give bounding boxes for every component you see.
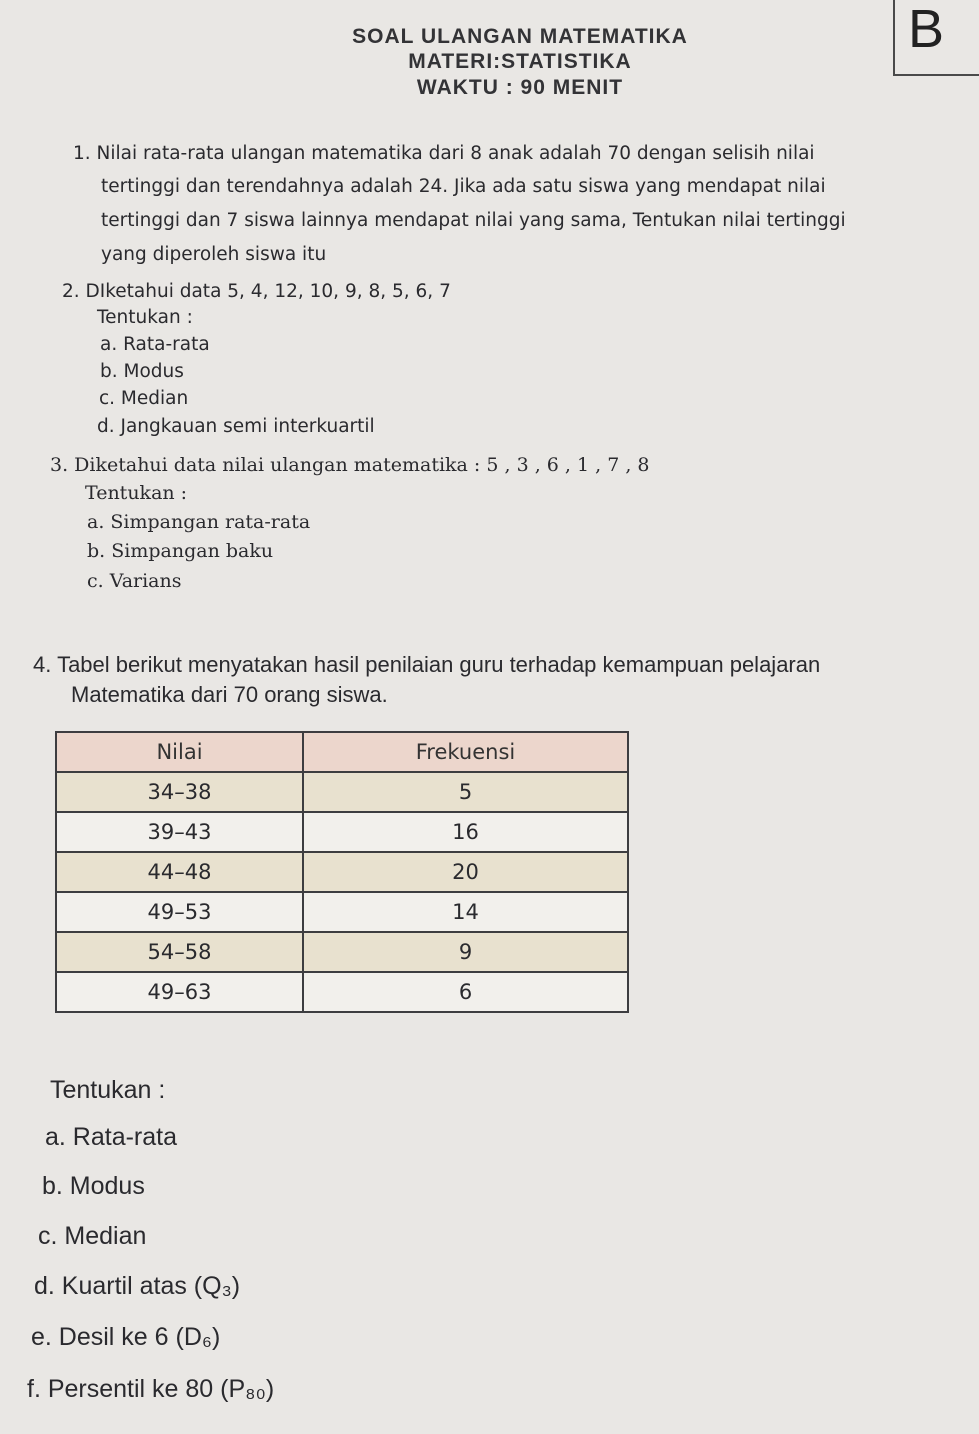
q1-line-3: tertinggi dan 7 siswa lainnya mendapat nilai yang sama, Tentukan nilai tertinggi: [101, 210, 846, 231]
q2-prompt: Tentukan :: [97, 307, 193, 328]
q4-item-a: a. Rata-rata: [45, 1123, 178, 1151]
table-row: [56, 852, 628, 892]
table-row: [56, 812, 628, 852]
version-letter: B: [908, 0, 945, 59]
table-row: [56, 892, 628, 932]
cell-frekuensi: 14: [303, 892, 628, 932]
table-header-row: [56, 732, 628, 772]
cell-frekuensi: 9: [303, 932, 628, 972]
q4-item-b: b. Modus: [42, 1172, 145, 1200]
time-label: WAKTU : 90 MENIT: [416, 76, 624, 99]
q2-stem: 2. DIketahui data 5, 4, 12, 10, 9, 8, 5, 6, 7: [62, 281, 451, 302]
q2-item-d: d. Jangkauan semi interkuartil: [97, 416, 375, 437]
q1-line-2: tertinggi dan terendahnya adalah 24. Jika ada satu siswa yang mendapat nilai: [101, 176, 826, 197]
cell-frekuensi: 16: [303, 812, 628, 852]
q1-line-4: yang diperoleh siswa itu: [101, 244, 327, 265]
q2-item-a: a. Rata-rata: [100, 334, 210, 355]
cell-nilai: 49–63: [56, 972, 303, 1012]
q3-stem: 3. Diketahui data nilai ulangan matematika : 5 , 3 , 6 , 1 , 7 , 8: [50, 454, 650, 476]
q2-item-c: c. Median: [99, 388, 189, 409]
table-row: [56, 772, 628, 812]
table-row: [56, 932, 628, 972]
frequency-table: [55, 731, 629, 1013]
q1-line-1: 1. Nilai rata-rata ulangan matematika dari 8 anak adalah 70 dengan selisih nilai: [73, 143, 815, 164]
q3-item-c: c. Varians: [87, 570, 182, 592]
cell-frekuensi: 5: [303, 772, 628, 812]
header-nilai: Nilai: [56, 732, 303, 772]
q2-item-b: b. Modus: [100, 361, 184, 382]
q3-item-b: b. Simpangan baku: [87, 540, 274, 562]
q4-item-c: c. Median: [38, 1222, 147, 1250]
cell-frekuensi: 6: [303, 972, 628, 1012]
q3-prompt: Tentukan :: [85, 482, 188, 504]
q4-item-e: e. Desil ke 6 (D₆): [31, 1323, 221, 1351]
cell-nilai: 44–48: [56, 852, 303, 892]
table-row: [56, 972, 628, 1012]
q4-line-2: Matematika dari 70 orang siswa.: [71, 682, 388, 707]
cell-nilai: 54–58: [56, 932, 303, 972]
cell-frekuensi: 20: [303, 852, 628, 892]
cell-nilai: 39–43: [56, 812, 303, 852]
q3-item-a: a. Simpangan rata-rata: [87, 511, 311, 533]
q4-prompt: Tentukan :: [50, 1076, 166, 1104]
cell-nilai: 49–53: [56, 892, 303, 932]
q4-item-d: d. Kuartil atas (Q₃): [34, 1272, 241, 1300]
header-frekuensi: Frekuensi: [303, 732, 628, 772]
q4-line-1: 4. Tabel berikut menyatakan hasil penilaian guru terhadap kemampuan pelajaran: [33, 652, 821, 677]
q4-item-f: f. Persentil ke 80 (P₈₀): [27, 1375, 275, 1403]
page-title: SOAL ULANGAN MATEMATIKA: [352, 25, 688, 48]
subject-label: MATERI:STATISTIKA: [408, 50, 632, 73]
cell-nilai: 34–38: [56, 772, 303, 812]
